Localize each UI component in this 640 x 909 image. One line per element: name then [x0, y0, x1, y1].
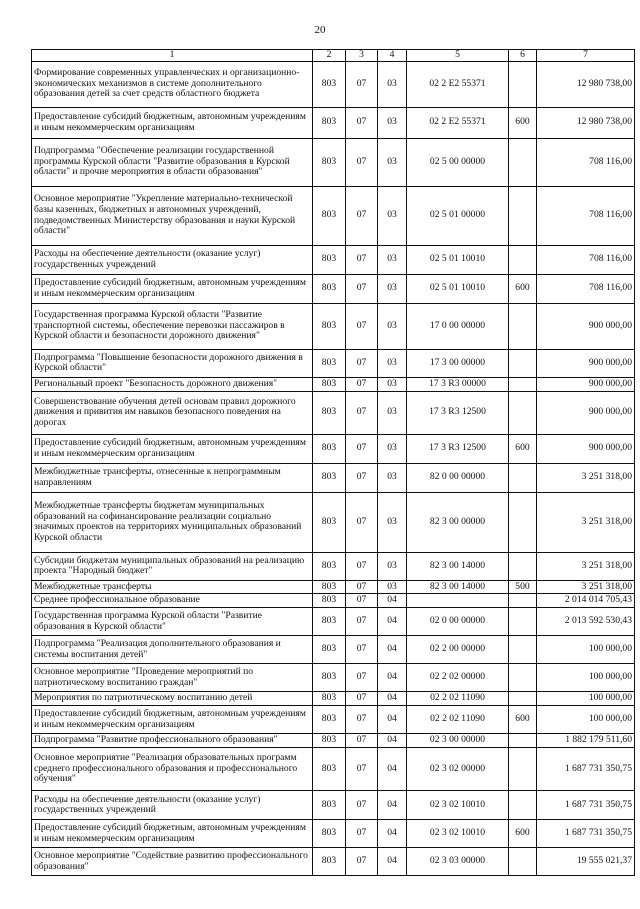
table-row [32, 636, 635, 664]
cell-col5: 02 2 E2 55371 [407, 61, 509, 107]
table-row [32, 664, 635, 692]
cell-col7: 708 116,00 [537, 138, 635, 186]
cell-col6 [509, 848, 537, 876]
cell-col7: 100 000,00 [537, 664, 635, 692]
cell-col4: 03 [378, 377, 407, 391]
cell-col7: 12 980 738,00 [537, 61, 635, 107]
cell-col3: 07 [346, 692, 378, 706]
cell-col6: 600 [509, 434, 537, 463]
cell-name: Межбюджетные трансферты, отнесенные к непрограммным направлениям [32, 463, 313, 492]
cell-col2: 803 [313, 608, 346, 636]
cell-col5: 02 5 01 10010 [407, 245, 509, 274]
cell-col5: 82 0 00 00000 [407, 463, 509, 492]
cell-col2: 803 [313, 61, 346, 107]
table-row [32, 186, 635, 245]
cell-name: Предоставление субсидий бюджетным, автономным учреждениям и иным некоммерческим организациям [32, 107, 313, 138]
cell-col2: 803 [313, 492, 346, 552]
cell-col6 [509, 734, 537, 748]
cell-col3: 07 [346, 391, 378, 434]
table-header-row [32, 50, 635, 62]
table-row [32, 391, 635, 434]
cell-col3: 07 [346, 186, 378, 245]
cell-col4: 03 [378, 349, 407, 377]
cell-col5: 02 3 02 00000 [407, 748, 509, 791]
cell-col7: 19 555 021,37 [537, 848, 635, 876]
cell-col4: 04 [378, 692, 407, 706]
cell-col6: 600 [509, 274, 537, 303]
cell-col3: 07 [346, 820, 378, 848]
table-row [32, 748, 635, 791]
cell-col6 [509, 391, 537, 434]
table-row [32, 848, 635, 876]
table-row [32, 492, 635, 552]
cell-col4: 03 [378, 61, 407, 107]
cell-col4: 03 [378, 434, 407, 463]
table-row [32, 692, 635, 706]
cell-col5: 02 2 E2 55371 [407, 107, 509, 138]
cell-col5: 02 3 00 00000 [407, 734, 509, 748]
cell-name: Предоставление субсидий бюджетным, автономным учреждениям и иным некоммерческим организациям [32, 820, 313, 848]
column-header: 7 [537, 50, 635, 62]
cell-col6 [509, 791, 537, 820]
cell-col7: 1 687 731 350,75 [537, 820, 635, 848]
table-row [32, 377, 635, 391]
cell-col3: 07 [346, 636, 378, 664]
cell-name: Межбюджетные трансферты бюджетам муниципальных образований на софинансирование реализации социально значимых проектов на территориях муниципальных образований Курской области [32, 492, 313, 552]
cell-col3: 07 [346, 107, 378, 138]
cell-col6 [509, 692, 537, 706]
cell-col4: 03 [378, 552, 407, 580]
table-row [32, 580, 635, 594]
budget-table [31, 49, 635, 876]
cell-name: Предоставление субсидий бюджетным, автономным учреждениям и иным некоммерческим организациям [32, 706, 313, 734]
cell-col4: 03 [378, 580, 407, 594]
cell-col6 [509, 61, 537, 107]
cell-col5: 17 3 R3 12500 [407, 391, 509, 434]
cell-col4: 04 [378, 734, 407, 748]
cell-col7: 1 687 731 350,75 [537, 791, 635, 820]
cell-col7: 3 251 318,00 [537, 463, 635, 492]
cell-col2: 803 [313, 245, 346, 274]
cell-col5: 02 5 01 10010 [407, 274, 509, 303]
cell-name: Среднее профессиональное образование [32, 594, 313, 608]
cell-col2: 803 [313, 552, 346, 580]
cell-col3: 07 [346, 552, 378, 580]
cell-col7: 3 251 318,00 [537, 552, 635, 580]
cell-col2: 803 [313, 706, 346, 734]
cell-col5: 02 3 03 00000 [407, 848, 509, 876]
cell-col5: 02 2 02 11090 [407, 692, 509, 706]
table-row [32, 608, 635, 636]
cell-col4: 04 [378, 608, 407, 636]
cell-col2: 803 [313, 434, 346, 463]
cell-col6 [509, 492, 537, 552]
table-row [32, 274, 635, 303]
cell-col7: 3 251 318,00 [537, 580, 635, 594]
cell-col4: 03 [378, 245, 407, 274]
column-header: 2 [313, 50, 346, 62]
cell-col6 [509, 138, 537, 186]
cell-col6 [509, 463, 537, 492]
cell-name: Основное мероприятие "Проведение мероприятий по патриотическому воспитанию граждан" [32, 664, 313, 692]
cell-col4: 03 [378, 107, 407, 138]
table-row [32, 734, 635, 748]
cell-col4: 04 [378, 848, 407, 876]
cell-col6 [509, 608, 537, 636]
cell-name: Расходы на обеспечение деятельности (оказание услуг) государственных учреждений [32, 245, 313, 274]
cell-col4: 03 [378, 391, 407, 434]
column-header: 5 [407, 50, 509, 62]
table-row [32, 303, 635, 349]
cell-name: Расходы на обеспечение деятельности (оказание услуг) государственных учреждений [32, 791, 313, 820]
table-row [32, 552, 635, 580]
cell-col5: 02 3 02 10010 [407, 791, 509, 820]
cell-col3: 07 [346, 748, 378, 791]
cell-col5: 17 3 00 00000 [407, 349, 509, 377]
cell-col3: 07 [346, 61, 378, 107]
cell-col4: 04 [378, 706, 407, 734]
cell-col2: 803 [313, 274, 346, 303]
column-header: 3 [346, 50, 378, 62]
cell-name: Региональный проект "Безопасность дорожного движения" [32, 377, 313, 391]
cell-col6: 600 [509, 107, 537, 138]
cell-col7: 1 687 731 350,75 [537, 748, 635, 791]
cell-col3: 07 [346, 848, 378, 876]
cell-col4: 04 [378, 664, 407, 692]
cell-col3: 07 [346, 245, 378, 274]
table-row [32, 434, 635, 463]
table-row [32, 349, 635, 377]
table-row [32, 791, 635, 820]
cell-col7: 12 980 738,00 [537, 107, 635, 138]
cell-col7: 900 000,00 [537, 303, 635, 349]
cell-col6: 600 [509, 820, 537, 848]
cell-col3: 07 [346, 138, 378, 186]
column-header: 4 [378, 50, 407, 62]
cell-col5: 02 3 02 10010 [407, 820, 509, 848]
cell-col7: 900 000,00 [537, 377, 635, 391]
cell-col2: 803 [313, 848, 346, 876]
cell-col7: 100 000,00 [537, 706, 635, 734]
cell-col3: 07 [346, 303, 378, 349]
cell-col6 [509, 594, 537, 608]
cell-col4: 03 [378, 303, 407, 349]
cell-col2: 803 [313, 664, 346, 692]
cell-col7: 708 116,00 [537, 274, 635, 303]
cell-col6: 500 [509, 580, 537, 594]
cell-col3: 07 [346, 463, 378, 492]
cell-col4: 04 [378, 636, 407, 664]
cell-col6 [509, 186, 537, 245]
cell-col2: 803 [313, 303, 346, 349]
cell-col2: 803 [313, 820, 346, 848]
cell-col4: 04 [378, 820, 407, 848]
cell-col2: 803 [313, 349, 346, 377]
cell-name: Подпрограмма "Реализация дополнительного образования и системы воспитания детей" [32, 636, 313, 664]
cell-col3: 07 [346, 274, 378, 303]
table-row [32, 107, 635, 138]
cell-col6 [509, 552, 537, 580]
cell-col6 [509, 245, 537, 274]
table-row [32, 463, 635, 492]
cell-name: Предоставление субсидий бюджетным, автономным учреждениям и иным некоммерческим организациям [32, 274, 313, 303]
cell-col5: 17 3 R3 12500 [407, 434, 509, 463]
cell-col2: 803 [313, 107, 346, 138]
cell-name: Субсидии бюджетам муниципальных образований на реализацию проекта "Народный бюджет" [32, 552, 313, 580]
cell-col2: 803 [313, 748, 346, 791]
cell-col7: 100 000,00 [537, 692, 635, 706]
cell-col7: 708 116,00 [537, 245, 635, 274]
cell-name: Подпрограмма "Развитие профессионального образования" [32, 734, 313, 748]
cell-col5: 17 3 R3 00000 [407, 377, 509, 391]
cell-name: Межбюджетные трансферты [32, 580, 313, 594]
cell-name: Предоставление субсидий бюджетным, автономным учреждениям и иным некоммерческим организациям [32, 434, 313, 463]
cell-col3: 07 [346, 434, 378, 463]
cell-col3: 07 [346, 349, 378, 377]
cell-name: Совершенствование обучения детей основам правил дорожного движения и привития им навыков безопасного поведения на дорогах [32, 391, 313, 434]
cell-col5: 82 3 00 14000 [407, 552, 509, 580]
cell-col4: 03 [378, 492, 407, 552]
cell-col7: 900 000,00 [537, 349, 635, 377]
cell-col7: 1 882 179 511,60 [537, 734, 635, 748]
cell-col5: 02 5 00 00000 [407, 138, 509, 186]
table-body [32, 61, 635, 876]
cell-col4: 03 [378, 186, 407, 245]
cell-col2: 803 [313, 580, 346, 594]
cell-name: Мероприятия по патриотическому воспитанию детей [32, 692, 313, 706]
cell-name: Формирование современных управленческих и организационно-экономических механизмов в системе дополнительного образования детей за счет средств областного бюджета [32, 61, 313, 107]
cell-col2: 803 [313, 692, 346, 706]
cell-col4: 04 [378, 791, 407, 820]
cell-col4: 03 [378, 274, 407, 303]
cell-col6: 600 [509, 706, 537, 734]
cell-col7: 100 000,00 [537, 636, 635, 664]
cell-col7: 3 251 318,00 [537, 492, 635, 552]
cell-col7: 900 000,00 [537, 434, 635, 463]
cell-col2: 803 [313, 377, 346, 391]
cell-col5 [407, 594, 509, 608]
cell-col5: 02 0 00 00000 [407, 608, 509, 636]
cell-col5: 17 0 00 00000 [407, 303, 509, 349]
cell-col4: 03 [378, 463, 407, 492]
cell-col3: 07 [346, 594, 378, 608]
cell-name: Подпрограмма "Повышение безопасности дорожного движения в Курской области" [32, 349, 313, 377]
cell-col5: 02 2 00 00000 [407, 636, 509, 664]
cell-col6 [509, 349, 537, 377]
table-row [32, 245, 635, 274]
cell-col2: 803 [313, 636, 346, 664]
cell-col3: 07 [346, 580, 378, 594]
cell-col2: 803 [313, 138, 346, 186]
column-header: 1 [32, 50, 313, 62]
cell-col5: 82 3 00 00000 [407, 492, 509, 552]
cell-col2: 803 [313, 734, 346, 748]
page-number: 20 [314, 24, 326, 36]
cell-col2: 803 [313, 594, 346, 608]
cell-col7: 2 014 014 705,43 [537, 594, 635, 608]
cell-name: Государственная программа Курской области "Развитие транспортной системы, обеспечение перевозки пассажиров в Курской области и безопасности дорожного движения" [32, 303, 313, 349]
table-row [32, 594, 635, 608]
cell-name: Основное мероприятие "Реализация образовательных программ среднего профессионального образования и профессионального обучения" [32, 748, 313, 791]
cell-col2: 803 [313, 791, 346, 820]
cell-col7: 900 000,00 [537, 391, 635, 434]
table-row [32, 820, 635, 848]
cell-col6 [509, 748, 537, 791]
cell-col3: 07 [346, 791, 378, 820]
cell-col2: 803 [313, 463, 346, 492]
table-row [32, 61, 635, 107]
cell-col7: 2 013 592 530,43 [537, 608, 635, 636]
cell-col3: 07 [346, 734, 378, 748]
cell-col4: 04 [378, 594, 407, 608]
cell-col4: 04 [378, 748, 407, 791]
cell-col2: 803 [313, 186, 346, 245]
cell-col3: 07 [346, 608, 378, 636]
cell-name: Основное мероприятие "Укрепление материально-технической базы казенных, бюджетных и автономных учреждений, подведомственных Министерству образования и науки Курской области" [32, 186, 313, 245]
cell-col3: 07 [346, 706, 378, 734]
cell-col7: 708 116,00 [537, 186, 635, 245]
cell-col5: 02 2 02 11090 [407, 706, 509, 734]
cell-col4: 03 [378, 138, 407, 186]
cell-col6 [509, 303, 537, 349]
table-row [32, 706, 635, 734]
cell-col6 [509, 377, 537, 391]
cell-name: Основное мероприятие "Содействие развитию профессионального образования" [32, 848, 313, 876]
cell-col3: 07 [346, 492, 378, 552]
cell-col3: 07 [346, 377, 378, 391]
cell-col2: 803 [313, 391, 346, 434]
cell-col3: 07 [346, 664, 378, 692]
cell-name: Государственная программа Курской области "Развитие образования в Курской области" [32, 608, 313, 636]
cell-name: Подпрограмма "Обеспечение реализации государственной программы Курской области "Развитие образования в Курской области" и прочие мероприятия в области образования" [32, 138, 313, 186]
table-row [32, 138, 635, 186]
cell-col5: 82 3 00 14000 [407, 580, 509, 594]
cell-col6 [509, 636, 537, 664]
cell-col6 [509, 664, 537, 692]
cell-col5: 02 5 01 00000 [407, 186, 509, 245]
column-header: 6 [509, 50, 537, 62]
cell-col5: 02 2 02 00000 [407, 664, 509, 692]
